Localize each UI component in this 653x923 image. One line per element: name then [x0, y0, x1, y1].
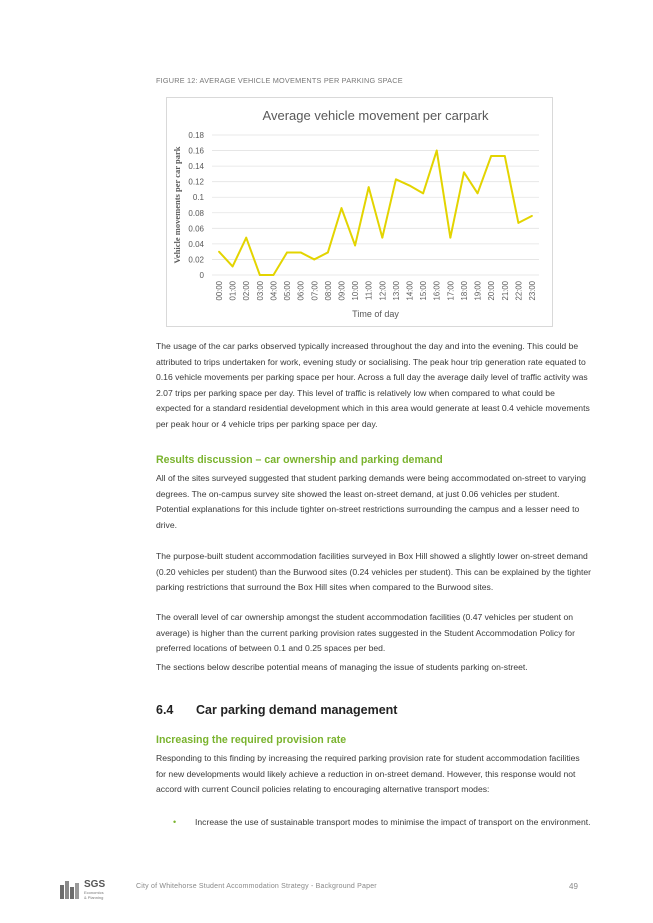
- x-tick-label: 05:00: [283, 281, 293, 301]
- data-point: [354, 245, 356, 247]
- paragraph-usage: The usage of the car parks observed typically increased throughout the day and into the evening. This could be attributed to trips undertaken for work, evening study or socialising. The peak hour trip generation rate equated to 0.16 vehicle movements per parking space per hour. Across a full day the average daily level of traffic activity was 2.07 trips per parking space per day. This level of traffic is relatively low when compared to what could be expected for a standard residential development which in this area would generate at least 0.4 vehicle movements per peak hour or 4 vehicle trips per parking space per day.: [156, 341, 590, 429]
- x-tick-label: 04:00: [269, 281, 279, 301]
- y-tick-label: 0.18: [188, 131, 204, 140]
- y-tick-label: 0.06: [188, 224, 204, 234]
- y-axis-label: Vehicle movements per car park: [172, 146, 182, 264]
- x-tick-label: 06:00: [296, 281, 306, 301]
- paragraph-car-ownership: The overall level of car ownership amongst the student accommodation facilities (0.47 vehicles per student on average) is higher than the current parking provision rates suggested in the Student Accommodation Policy for preferred locations of between 0.1 and 0.25 spaces per bed.: [156, 612, 575, 653]
- x-tick-label: 16:00: [432, 281, 442, 301]
- logo-text: SGS: [84, 879, 106, 890]
- x-tick-label: 22:00: [514, 281, 524, 301]
- x-tick-label: 07:00: [310, 281, 320, 301]
- data-point: [327, 252, 329, 254]
- data-point: [490, 155, 492, 157]
- section-title: Car parking demand management: [196, 703, 398, 717]
- x-tick-label: 03:00: [255, 281, 265, 301]
- line-chart: [166, 97, 553, 327]
- data-point: [368, 186, 370, 188]
- x-tick-label: 01:00: [228, 281, 238, 301]
- data-point: [504, 155, 506, 157]
- x-tick-label: 11:00: [364, 281, 374, 300]
- y-tick-label: 0.16: [188, 146, 204, 156]
- data-point: [273, 274, 275, 276]
- x-tick-label: 15:00: [419, 281, 429, 301]
- bullet-text: Increase the use of sustainable transport modes to minimise the impact of transport on the environment.: [195, 817, 591, 827]
- data-point: [245, 237, 247, 239]
- y-tick-label: 0: [199, 271, 204, 280]
- x-tick-label: 20:00: [487, 281, 497, 301]
- data-point: [449, 237, 451, 239]
- x-tick-label: 19:00: [473, 281, 483, 301]
- data-point: [463, 171, 465, 173]
- data-point: [259, 274, 261, 276]
- x-tick-label: 09:00: [337, 281, 347, 301]
- paragraph-sections-below: The sections below describe potential means of managing the issue of students parking on-street.: [156, 662, 528, 672]
- x-tick-label: 00:00: [215, 281, 224, 301]
- x-tick-label: 14:00: [405, 281, 415, 301]
- paragraph-responding: Responding to this finding by increasing the required parking provision rate for student accommodation facilities for new developments would likely achieve a reduction in on-street demand. However, this response would not accord with current Council policies relating to encouraging alternative transport modes:: [156, 753, 580, 794]
- data-point: [232, 266, 234, 268]
- paragraph-box-hill: The purpose-built student accommodation facilities surveyed in Box Hill showed a slightly lower on-street demand (0.20 vehicles per student) than the Burwood sites (0.24 vehicles per student). This can be explained by the tighter parking restrictions that surround the Box Hill sites when compared to the Burwood sites.: [156, 551, 592, 592]
- section-heading: [156, 703, 397, 717]
- figure-caption: FIGURE 12: AVERAGE VEHICLE MOVEMENTS PER PARKING SPACE: [156, 76, 403, 85]
- x-tick-label: 21:00: [500, 281, 510, 301]
- data-point: [381, 237, 383, 239]
- y-tick-label: 0.02: [188, 255, 204, 265]
- y-tick-label: 0.08: [188, 208, 204, 218]
- chart-canvas: [167, 98, 552, 326]
- x-tick-label: 08:00: [323, 281, 333, 301]
- data-point: [517, 222, 519, 224]
- x-tick-label: 23:00: [528, 281, 537, 301]
- y-tick-label: 0.12: [188, 177, 204, 187]
- data-point: [422, 192, 424, 194]
- heading-results-discussion: Results discussion – car ownership and parking demand: [156, 454, 443, 466]
- chart-title: Average vehicle movement per carpark: [262, 108, 489, 123]
- data-point: [477, 192, 479, 194]
- data-point: [300, 252, 302, 254]
- x-tick-label: 12:00: [378, 281, 388, 301]
- bullet-icon: •: [173, 817, 177, 827]
- y-tick-label: 0.04: [188, 239, 204, 249]
- x-tick-label: 13:00: [391, 281, 401, 301]
- data-point: [395, 178, 397, 180]
- section-number: 6.4: [156, 703, 174, 717]
- paragraph-sites-surveyed: All of the sites surveyed suggested that student parking demands were being accommodated on-street to varying degrees. The on-campus survey site showed the least on-street demand, at just 0.06 vehicles per student. Potential explanations for this include tighter on-street restrictions surrounding the campus and a lesser need to drive.: [156, 473, 586, 530]
- logo-subtitle-line-1: Economics: [84, 890, 104, 895]
- x-tick-label: 18:00: [459, 281, 469, 301]
- x-axis-label: Time of day: [352, 309, 399, 319]
- data-point: [341, 207, 343, 209]
- data-point: [313, 259, 315, 261]
- footer-document-title: City of Whitehorse Student Accommodation Strategy - Background Paper: [136, 883, 377, 890]
- data-point: [218, 251, 220, 253]
- logo-subtitle: [84, 891, 104, 900]
- x-tick-label: 02:00: [242, 281, 252, 301]
- data-point: [531, 215, 533, 217]
- logo-subtitle-line-2: & Planning: [84, 894, 104, 900]
- y-tick-label: 0.1: [192, 193, 204, 203]
- data-point: [286, 252, 288, 254]
- heading-increasing-rate: Increasing the required provision rate: [156, 734, 347, 746]
- page-number: 49: [569, 882, 578, 891]
- data-point: [409, 185, 411, 187]
- y-tick-label: 0.14: [188, 162, 204, 172]
- data-point: [436, 150, 438, 152]
- x-tick-label: 10:00: [351, 281, 361, 301]
- x-tick-label: 17:00: [446, 281, 456, 301]
